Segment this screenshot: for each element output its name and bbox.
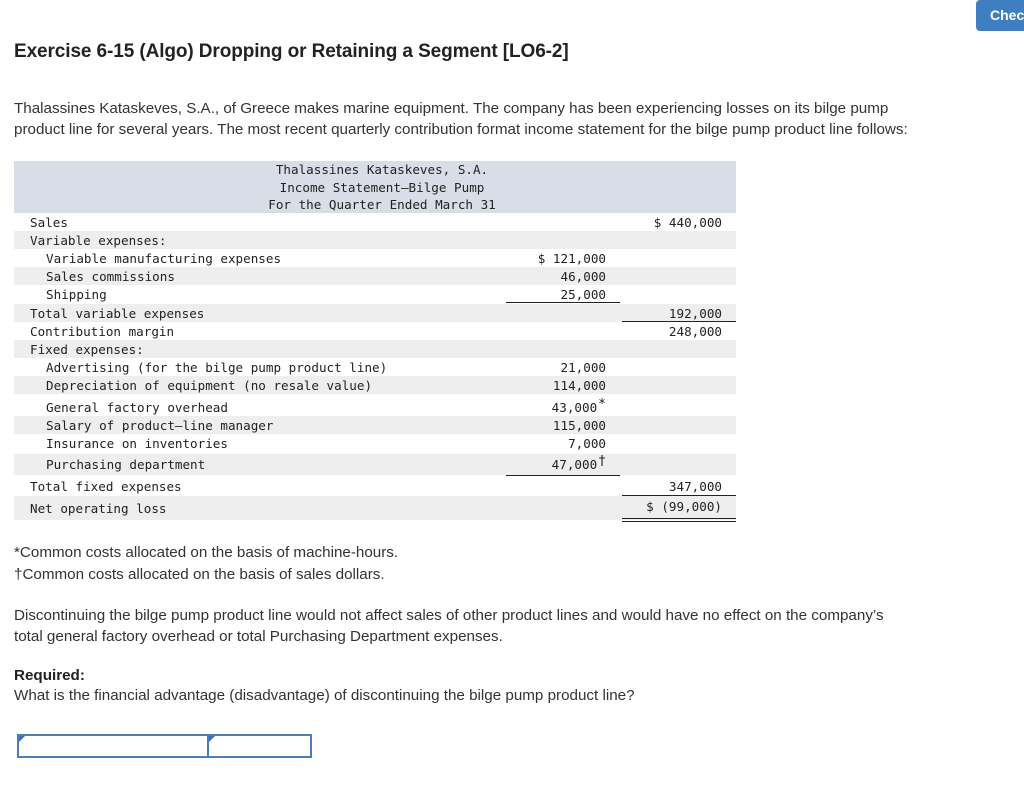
row-total: $ 440,000 bbox=[653, 215, 722, 230]
row-label: General factory overhead bbox=[46, 400, 228, 415]
statement-period: For the Quarter Ended March 31 bbox=[268, 197, 496, 212]
footnote-machine-hours: *Common costs allocated on the basis of machine-hours. bbox=[14, 544, 399, 561]
dropdown-indicator-icon bbox=[19, 736, 25, 742]
row-amount: 114,000 bbox=[552, 378, 606, 393]
table-row bbox=[14, 416, 736, 434]
subtotal-underline bbox=[506, 302, 620, 303]
discontinue-line-2: total general factory overhead or total Purchasing Department expenses. bbox=[14, 628, 503, 645]
table-row bbox=[14, 358, 736, 376]
table-row bbox=[14, 231, 736, 249]
footnote-sales-dollars: †Common costs allocated on the basis of sales dollars. bbox=[14, 566, 385, 583]
intro-line-2: product line for several years. The most recent quarterly contribution format income statement for the bilge pump product line follows: bbox=[14, 121, 908, 138]
table-row bbox=[14, 304, 736, 322]
page-title: Exercise 6-15 (Algo) Dropping or Retaining a Segment [LO6-2] bbox=[14, 41, 569, 62]
footnote-mark: † bbox=[598, 454, 606, 469]
table-row bbox=[14, 285, 736, 303]
row-label: Contribution margin bbox=[30, 324, 175, 339]
row-label: Total fixed expenses bbox=[30, 479, 182, 494]
statement-name: Income Statement—Bilge Pump bbox=[279, 179, 485, 195]
row-total: 192,000 bbox=[668, 306, 722, 321]
table-row bbox=[14, 249, 736, 267]
row-label: Salary of product—line manager bbox=[46, 418, 274, 433]
table-row bbox=[14, 267, 736, 285]
row-label: Fixed expenses: bbox=[30, 342, 144, 357]
check-button[interactable]: Chec bbox=[976, 0, 1024, 31]
double-underline-bottom bbox=[622, 521, 736, 522]
answer-amount-input[interactable] bbox=[207, 734, 312, 758]
row-total: $ (99,000) bbox=[646, 499, 722, 514]
discontinue-line-1: Discontinuing the bilge pump product line would not affect sales of other product lines and would have no effect on the company’s bbox=[14, 607, 884, 624]
table-row bbox=[14, 340, 736, 358]
row-amount: 21,000 bbox=[560, 360, 606, 375]
row-label: Depreciation of equipment (no resale value) bbox=[46, 378, 373, 393]
table-row bbox=[14, 322, 736, 340]
row-amount: 47,000† bbox=[551, 454, 606, 472]
answer-label-input[interactable] bbox=[17, 734, 209, 758]
row-label: Variable manufacturing expenses bbox=[46, 251, 282, 266]
row-amount: 115,000 bbox=[552, 418, 606, 433]
subtotal-underline bbox=[506, 475, 620, 476]
row-label: Total variable expenses bbox=[30, 306, 205, 321]
row-amount: $ 121,000 bbox=[537, 251, 606, 266]
statement-header bbox=[14, 161, 736, 213]
input-indicator-icon bbox=[209, 736, 215, 742]
row-label: Variable expenses: bbox=[30, 233, 167, 248]
row-amount: 25,000 bbox=[560, 287, 606, 302]
row-label: Purchasing department bbox=[46, 457, 206, 472]
table-row bbox=[14, 398, 736, 416]
table-row bbox=[14, 496, 736, 520]
row-label: Sales bbox=[30, 215, 68, 230]
intro-line-1: Thalassines Kataskeves, S.A., of Greece makes marine equipment. The company has been experiencing losses on its bilge pump bbox=[14, 100, 889, 117]
row-label: Advertising (for the bilge pump product line) bbox=[46, 360, 388, 375]
double-underline-top bbox=[622, 518, 736, 519]
row-total: 347,000 bbox=[668, 479, 722, 494]
row-total: 248,000 bbox=[668, 324, 722, 339]
table-row bbox=[14, 454, 736, 475]
row-amount: 46,000 bbox=[560, 269, 606, 284]
row-label: Sales commissions bbox=[46, 269, 175, 284]
company-name: Thalassines Kataskeves, S.A. bbox=[275, 162, 489, 177]
footnote-mark: * bbox=[598, 397, 606, 412]
row-amount: 43,000* bbox=[551, 397, 606, 415]
table-row bbox=[14, 376, 736, 394]
row-amount: 7,000 bbox=[568, 436, 606, 451]
table-row bbox=[14, 434, 736, 452]
row-label: Shipping bbox=[46, 287, 107, 302]
table-row bbox=[14, 477, 736, 495]
required-question: What is the financial advantage (disadvantage) of discontinuing the bilge pump product line? bbox=[14, 687, 635, 704]
required-label: Required: bbox=[14, 667, 85, 684]
table-row bbox=[14, 213, 736, 231]
row-label: Insurance on inventories bbox=[46, 436, 228, 451]
row-label: Net operating loss bbox=[30, 501, 167, 516]
